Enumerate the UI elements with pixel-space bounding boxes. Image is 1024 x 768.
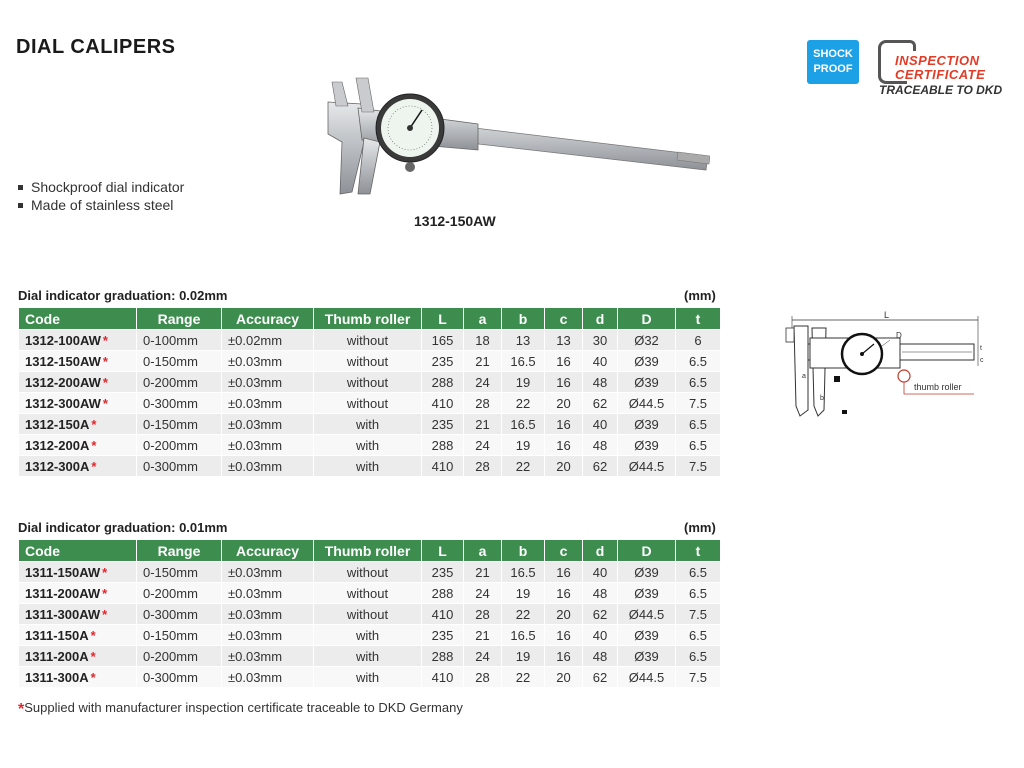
table-cell: 16.5 (502, 351, 545, 372)
table-cell: 28 (464, 456, 502, 477)
table-cell: 28 (464, 393, 502, 414)
table-header-row (19, 540, 721, 562)
table-cell: with (314, 456, 422, 477)
table-cell: 6.5 (676, 435, 721, 456)
table-row (19, 351, 721, 372)
table-cell: 40 (583, 562, 618, 583)
table-row (19, 625, 721, 646)
table-cell: Ø39 (618, 372, 676, 393)
product-code-cell: 1311-150A * (19, 625, 137, 646)
table-row (19, 604, 721, 625)
product-code-cell: 1312-200A * (19, 435, 137, 456)
certificate-star: * (102, 395, 108, 411)
certificate-star: * (102, 564, 108, 580)
table-cell: 24 (464, 372, 502, 393)
table-cell: ±0.03mm (222, 351, 314, 372)
table-cell: without (314, 583, 422, 604)
table-row (19, 414, 721, 435)
product-code-cell: 1311-150AW * (19, 562, 137, 583)
table-cell: 21 (464, 562, 502, 583)
table-cell: 30 (583, 330, 618, 351)
table-cell: 13 (545, 330, 583, 351)
table-cell: 40 (583, 625, 618, 646)
column-header: d (583, 540, 618, 562)
table-row (19, 330, 721, 351)
table-cell: with (314, 414, 422, 435)
column-header: L (422, 540, 464, 562)
table-row (19, 372, 721, 393)
column-header: a (464, 540, 502, 562)
table-cell: 6.5 (676, 625, 721, 646)
table-cell: 24 (464, 583, 502, 604)
table-cell: 0-300mm (137, 667, 222, 688)
table-cell: 13 (502, 330, 545, 351)
table-cell: 6.5 (676, 583, 721, 604)
feature-list (18, 178, 184, 214)
product-code-cell: 1312-300AW * (19, 393, 137, 414)
table-cell: 6.5 (676, 351, 721, 372)
table-cell: ±0.03mm (222, 435, 314, 456)
table-cell: 0-200mm (137, 646, 222, 667)
column-header: D (618, 540, 676, 562)
table-cell: 62 (583, 604, 618, 625)
table-cell: 21 (464, 414, 502, 435)
table-cell: 0-150mm (137, 625, 222, 646)
inspection-certificate-logo: INSPECTION CERTIFICATE TRACEABLE TO DKD (878, 40, 1018, 100)
product-code-cell: 1312-150A * (19, 414, 137, 435)
certificate-star: * (102, 353, 108, 369)
table-cell: 6 (676, 330, 721, 351)
table-cell: ±0.03mm (222, 625, 314, 646)
table-cell: 22 (502, 393, 545, 414)
table-cell: with (314, 667, 422, 688)
table-cell: 0-300mm (137, 456, 222, 477)
table-cell: with (314, 646, 422, 667)
column-header: t (676, 308, 721, 330)
table-cell: 288 (422, 583, 464, 604)
table-cell: 16.5 (502, 562, 545, 583)
column-header: Thumb roller (314, 308, 422, 330)
table-cell: 288 (422, 435, 464, 456)
table-cell: without (314, 372, 422, 393)
table-cell: 6.5 (676, 562, 721, 583)
table-cell: Ø44.5 (618, 393, 676, 414)
table-cell: 410 (422, 393, 464, 414)
table-cell: 28 (464, 604, 502, 625)
column-header: b (502, 540, 545, 562)
table-cell: 16 (545, 372, 583, 393)
table-cell: ±0.02mm (222, 330, 314, 351)
table-cell: ±0.03mm (222, 393, 314, 414)
table-cell: 20 (545, 667, 583, 688)
product-code-cell: 1312-300A * (19, 456, 137, 477)
table-cell: 0-150mm (137, 414, 222, 435)
table-cell: without (314, 330, 422, 351)
table-cell: 16 (545, 562, 583, 583)
table-cell: 6.5 (676, 372, 721, 393)
column-header: d (583, 308, 618, 330)
certificate-star: * (102, 332, 108, 348)
feature-item: Shockproof dial indicator (18, 178, 184, 196)
table-cell: 410 (422, 604, 464, 625)
table-cell: 16.5 (502, 625, 545, 646)
table-cell: without (314, 393, 422, 414)
table-cell: 20 (545, 393, 583, 414)
table-cell: 7.5 (676, 667, 721, 688)
table-cell: Ø39 (618, 562, 676, 583)
dial-caliper-image (318, 72, 710, 202)
table-cell: Ø39 (618, 435, 676, 456)
table-cell: without (314, 351, 422, 372)
table-cell: Ø39 (618, 351, 676, 372)
table-cell: 235 (422, 562, 464, 583)
certificate-star: * (102, 374, 108, 390)
certificate-star: * (102, 606, 108, 622)
dim-c-label: c (980, 357, 984, 364)
product-code-cell: 1311-300AW * (19, 604, 137, 625)
certificate-star: * (91, 437, 97, 453)
table-cell: ±0.03mm (222, 414, 314, 435)
table-cell: 165 (422, 330, 464, 351)
table-cell: 28 (464, 667, 502, 688)
spec-table-0.02mm (18, 307, 721, 477)
bullet-icon (18, 185, 23, 190)
table-row (19, 583, 721, 604)
table-cell: 16 (545, 435, 583, 456)
table-cell: 410 (422, 456, 464, 477)
table-cell: 16 (545, 625, 583, 646)
product-code-cell: 1311-200AW * (19, 583, 137, 604)
column-header: t (676, 540, 721, 562)
certificate-star: * (91, 416, 97, 432)
table-cell: Ø44.5 (618, 667, 676, 688)
table-cell: 48 (583, 435, 618, 456)
table-cell: 16 (545, 646, 583, 667)
dim-b-label: b (820, 395, 824, 402)
table-cell: 21 (464, 351, 502, 372)
column-header: Thumb roller (314, 540, 422, 562)
column-header: c (545, 308, 583, 330)
bullet-icon (18, 203, 23, 208)
table-cell: 48 (583, 646, 618, 667)
table-row (19, 667, 721, 688)
table-cell: ±0.03mm (222, 646, 314, 667)
table-cell: 62 (583, 393, 618, 414)
table-cell: 19 (502, 435, 545, 456)
table-cell: 16 (545, 414, 583, 435)
table-cell: 22 (502, 667, 545, 688)
certificate-star: * (91, 458, 97, 474)
column-header: Code (19, 308, 137, 330)
table-cell: 6.5 (676, 414, 721, 435)
table-cell: 0-150mm (137, 562, 222, 583)
table-cell: 48 (583, 583, 618, 604)
table-row (19, 435, 721, 456)
table-cell: 288 (422, 372, 464, 393)
table-cell: 24 (464, 435, 502, 456)
table-cell: 16 (545, 351, 583, 372)
product-code-cell: 1312-200AW * (19, 372, 137, 393)
table-cell: 0-150mm (137, 351, 222, 372)
table-row (19, 562, 721, 583)
footnote: *Supplied with manufacturer inspection certificate traceable to DKD Germany (18, 700, 463, 718)
table-row (19, 456, 721, 477)
table-cell: 19 (502, 372, 545, 393)
table-cell: 0-300mm (137, 604, 222, 625)
table-cell: 410 (422, 667, 464, 688)
column-header: Accuracy (222, 540, 314, 562)
certificate-star: * (102, 585, 108, 601)
column-header: L (422, 308, 464, 330)
table-cell: 20 (545, 456, 583, 477)
table-cell: ±0.03mm (222, 604, 314, 625)
table1-unit: (mm) (684, 288, 716, 303)
dim-a-label: a (802, 373, 806, 380)
table-cell: 0-300mm (137, 393, 222, 414)
certificate-star: * (90, 669, 96, 685)
table-cell: without (314, 562, 422, 583)
table-cell: 22 (502, 604, 545, 625)
table-cell: 235 (422, 351, 464, 372)
product-code-cell: 1311-300A * (19, 667, 137, 688)
table-cell: Ø44.5 (618, 604, 676, 625)
table-cell: 0-200mm (137, 372, 222, 393)
table-cell: 48 (583, 372, 618, 393)
column-header: Accuracy (222, 308, 314, 330)
table-cell: 62 (583, 667, 618, 688)
table-cell: ±0.03mm (222, 456, 314, 477)
table-cell: 7.5 (676, 456, 721, 477)
table-cell: 62 (583, 456, 618, 477)
table-cell: Ø44.5 (618, 456, 676, 477)
feature-item: Made of stainless steel (18, 196, 184, 214)
table-header-row (19, 308, 721, 330)
table-cell: 19 (502, 583, 545, 604)
caliper-dimension-diagram (782, 306, 992, 426)
certificate-star: * (90, 648, 96, 664)
table-cell: Ø39 (618, 646, 676, 667)
table-cell: 0-200mm (137, 583, 222, 604)
table-cell: ±0.03mm (222, 583, 314, 604)
table-row (19, 646, 721, 667)
column-header: Code (19, 540, 137, 562)
column-header: b (502, 308, 545, 330)
table-cell: 235 (422, 625, 464, 646)
table-cell: 6.5 (676, 646, 721, 667)
table-cell: 7.5 (676, 393, 721, 414)
product-caption: 1312-150AW (414, 213, 496, 229)
page-title: DIAL CALIPERS (16, 36, 176, 58)
product-code-cell: 1312-150AW * (19, 351, 137, 372)
table-cell: ±0.03mm (222, 562, 314, 583)
table-cell: 22 (502, 456, 545, 477)
table1-heading: Dial indicator graduation: 0.02mm (18, 288, 228, 303)
column-header: D (618, 308, 676, 330)
table2-heading: Dial indicator graduation: 0.01mm (18, 520, 228, 535)
column-header: c (545, 540, 583, 562)
column-header: Range (137, 308, 222, 330)
certificate-star: * (90, 627, 96, 643)
table-cell: 0-200mm (137, 435, 222, 456)
table2-unit: (mm) (684, 520, 716, 535)
table-cell: Ø39 (618, 414, 676, 435)
dim-L-label: L (884, 310, 890, 320)
table-cell: Ø39 (618, 625, 676, 646)
table-cell: 40 (583, 414, 618, 435)
thumb-roller-label: thumb roller (914, 382, 962, 392)
table-cell: 21 (464, 625, 502, 646)
table-row (19, 393, 721, 414)
table-cell: 288 (422, 646, 464, 667)
table-cell: 235 (422, 414, 464, 435)
table-cell: 24 (464, 646, 502, 667)
table-cell: 19 (502, 646, 545, 667)
table-cell: 0-100mm (137, 330, 222, 351)
table-cell: 40 (583, 351, 618, 372)
column-header: Range (137, 540, 222, 562)
table-cell: without (314, 604, 422, 625)
spec-table-0.01mm (18, 539, 721, 688)
table-cell: with (314, 435, 422, 456)
table-cell: Ø39 (618, 583, 676, 604)
column-header: a (464, 308, 502, 330)
footnote-star: * (18, 701, 25, 718)
table-cell: ±0.03mm (222, 667, 314, 688)
table-cell: 18 (464, 330, 502, 351)
dim-D-label: D (896, 331, 902, 340)
product-code-cell: 1311-200A * (19, 646, 137, 667)
product-code-cell: 1312-100AW * (19, 330, 137, 351)
table-cell: 16 (545, 583, 583, 604)
table-cell: Ø32 (618, 330, 676, 351)
table-cell: ±0.03mm (222, 372, 314, 393)
table-cell: 7.5 (676, 604, 721, 625)
table-cell: 20 (545, 604, 583, 625)
table-cell: with (314, 625, 422, 646)
shockproof-badge: SHOCK PROOF (807, 40, 859, 84)
table-cell: 16.5 (502, 414, 545, 435)
dim-t-label: t (980, 345, 982, 352)
